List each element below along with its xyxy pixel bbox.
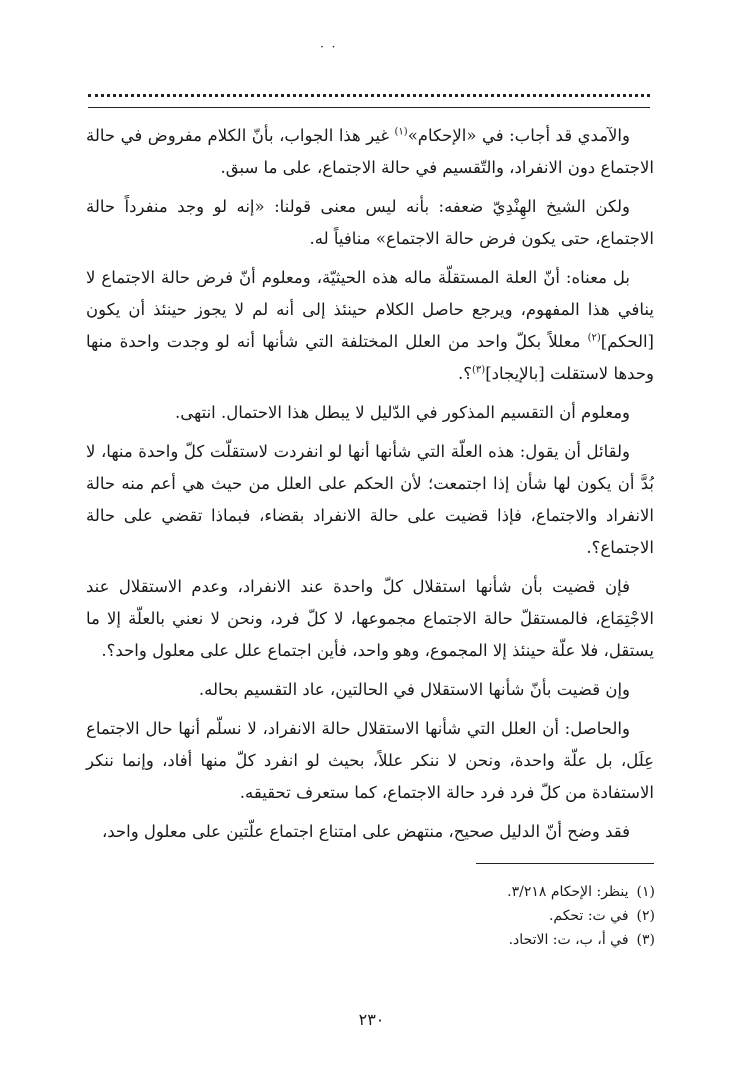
paragraph-3: بل معناه: أنّ العلة المستقلّة ماله هذه الحيثيّة، ومعلوم أنّ فرض حالة الاجتماع لا ينافي هذا المفهوم، ويرجع حاصل الكلام حينئذ إلى أنه لم لا يجوز حينئذ أن يكون [الحكم]$^{(٢)}$ معللاً بكلّ واحد من العلل المختلفة التي شأنها أنه لو وجدت واحدة منها وحدها لاستقلت [بالإيجاد]$^{(٣)}$؟. — [86, 268, 654, 383]
footnote-text: في ت: تحكم. — [548, 908, 629, 924]
footnote-separator — [476, 863, 654, 864]
footnote-3 — [95, 928, 655, 952]
header-dotted-rule — [88, 94, 650, 97]
paragraph-1: والآمدي قد أجاب: في «الإحكام»$^{(١)}$ غير هذا الجواب، بأنّ الكلام مفروض في حالة الاجتماع دون الانفراد، والتّقسيم في حالة الاجتماع، على ما سبق. — [86, 126, 654, 177]
page-number: ٢٣٠ — [358, 1010, 385, 1029]
header-ornament: · · — [320, 40, 338, 54]
footnote-number: (١) — [636, 884, 655, 900]
main-text — [86, 120, 654, 855]
paragraph-2: ولكن الشيخ الهِنْدِيّ ضعفه: بأنه ليس معنى قولنا: «إنه لو وجد منفرداً حالة الاجتماع، حتى يكون فرض حالة الاجتماع» منافياً له. — [86, 197, 654, 248]
footnote-2 — [95, 904, 655, 928]
footnote-text: ينظر: الإحكام ٣/٢١٨. — [507, 884, 629, 900]
footnotes — [95, 880, 655, 952]
paragraph-5: ولقائل أن يقول: هذه العلّة التي شأنها أنها لو انفردت لاستقلّت كلّ واحدة منها، لا بُدَّ أن يكون لها شأن إذا اجتمعت؛ لأن الحكم على العلل من حيث هي أعم منه حالة الانفراد والاجتماع، فإذا قضيت على حالة الانفراد بقضاء، فبماذا تقضي على حالة الاجتماع؟. — [86, 442, 654, 557]
paragraph-7: وإن قضيت بأنّ شأنها الاستقلال في الحالتين، عاد التقسيم بحاله. — [198, 680, 630, 699]
footnote-text: في أ، ب، ت: الاتحاد. — [508, 932, 629, 948]
footnote-ref-1[interactable]: (١) — [394, 126, 408, 138]
footnote-ref-3[interactable]: (٣) — [472, 364, 486, 376]
header-solid-rule — [88, 107, 650, 108]
footnote-ref-2[interactable]: (٢) — [587, 332, 601, 344]
paragraph-9: فقد وضح أنّ الدليل صحيح، منتهض على امتناع اجتماع علّتين على معلول واحد، — [101, 822, 630, 841]
footnote-number: (٢) — [636, 908, 655, 924]
paragraph-8: والحاصل: أن العلل التي شأنها الاستقلال حالة الانفراد، لا نسلّم أنها حال الاجتماع عِلَل، بل علّة واحدة، ونحن لا ننكر عللاً، بحيث لو انفرد كلّ منها أفاد، وإنما ننكر الاستفادة من كلّ فرد فرد حالة الاجتماع، كما ستعرف تحقيقه. — [86, 719, 654, 802]
footnote-1 — [95, 880, 655, 904]
paragraph-4: ومعلوم أن التقسيم المذكور في الدّليل لا يبطل هذا الاحتمال. انتهى. — [175, 403, 630, 422]
footnote-number: (٣) — [636, 932, 655, 948]
paragraph-6: فإن قضيت بأن شأنها استقلال كلّ واحدة عند الانفراد، وعدم الاستقلال عند الاجْتِمَاع، فالمستقلّ حالة الاجتماع مجموعها، لا كلّ فرد، ونحن لا نعني بالعلّة إلا ما يستقل، فلا علّة حينئذ إلا المجموع، وهو واحد، فأين اجتماع علل على معلول واحد؟. — [86, 577, 654, 660]
